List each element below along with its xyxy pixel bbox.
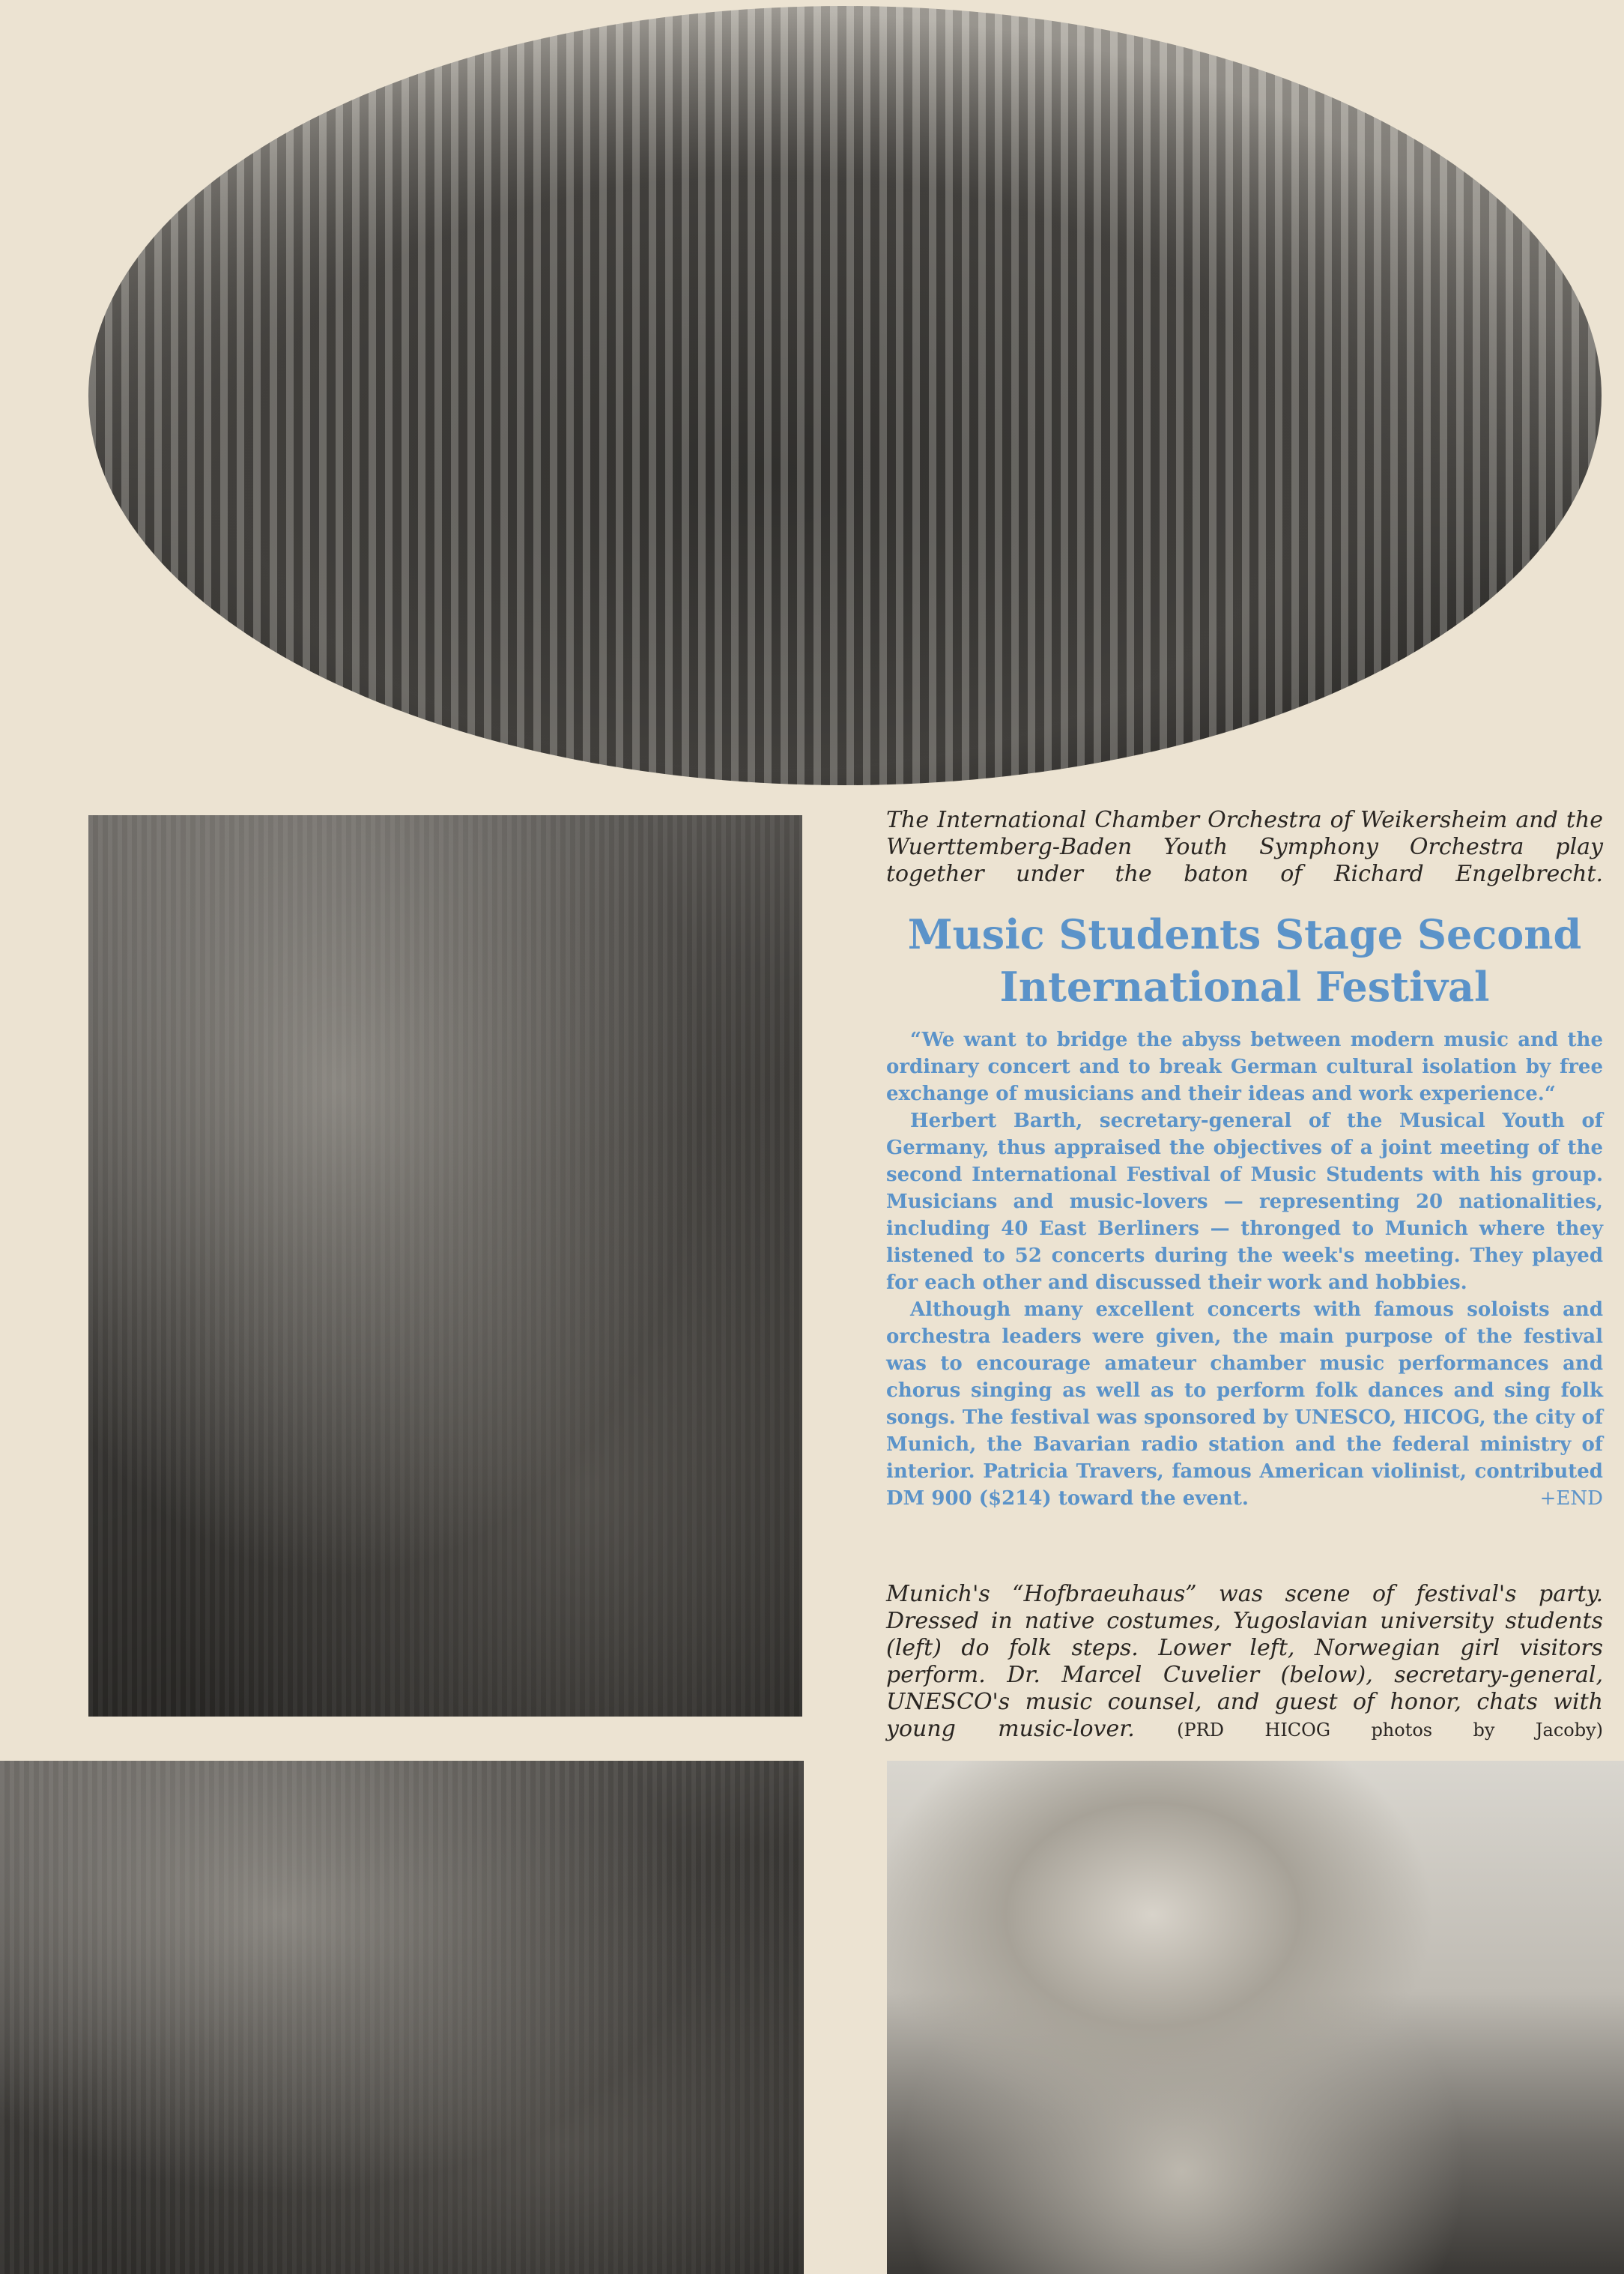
orchestra-photo [88, 6, 1602, 785]
party-caption [886, 1581, 1603, 1744]
headline [886, 908, 1603, 1013]
headline-line-2: International Festival [999, 963, 1490, 1011]
article-paragraph-festival-text: Although many excellent concerts with famous soloists and orchestra leaders were given, the main purpose of the festival was to encourage amateur chamber music performances and chorus singing as well as to perform folk dances and sing folk songs. The festival was sponsored by UNESCO, HICOG, the city of Munich, the Bavarian radio station and the federal ministry of interior. Patricia Travers, famous American violinist, contributed DM 900 ($214) toward the event. [886, 1298, 1603, 1510]
marcel-cuvelier-photo [887, 1761, 1624, 2274]
article-paragraph-festival [886, 1296, 1603, 1512]
orchestra-caption: The International Chamber Orchestra of Weikersheim and the Wuerttemberg-Baden Youth Symphony Orchestra play together under the baton of Richard Engelbrecht. [886, 807, 1603, 887]
party-caption-text: Munich's “Hofbraeuhaus” was scene of festival's party. Dressed in native costumes, Yugoslavian university students (left) do folk steps. Lower left, Norwegian girl visitors perform. Dr. Marcel Cuvelier (below), secretary-general, UNESCO's music counsel, and guest of honor, chats with young music-lover. [886, 1581, 1603, 1742]
end-mark: +END [1539, 1487, 1603, 1510]
festival-hall-photo [88, 815, 802, 1717]
article-paragraph-quote: “We want to bridge the abyss between modern music and the ordinary concert and to break German cultural isolation by free exchange of musicians and their ideas and work experience.“ [886, 1029, 1603, 1105]
article-body [886, 1026, 1603, 1512]
photo-credit: (PRD HICOG photos by Jacoby) [1177, 1720, 1603, 1741]
headline-line-1: Music Students Stage Second [907, 910, 1582, 958]
norwegian-dancers-photo [0, 1761, 804, 2274]
article-paragraph-barth: Herbert Barth, secretary-general of the Musical Youth of Germany, thus appraised the objectives of a joint meeting of the second International Festival of Music Students with his group. Musicians and music-lovers — representing 20 nationalities, including 40 East Berliners — thronged to Munich where they listened to 52 concerts during the week's meeting. They played for each other and discussed their work and hobbies. [886, 1110, 1603, 1294]
